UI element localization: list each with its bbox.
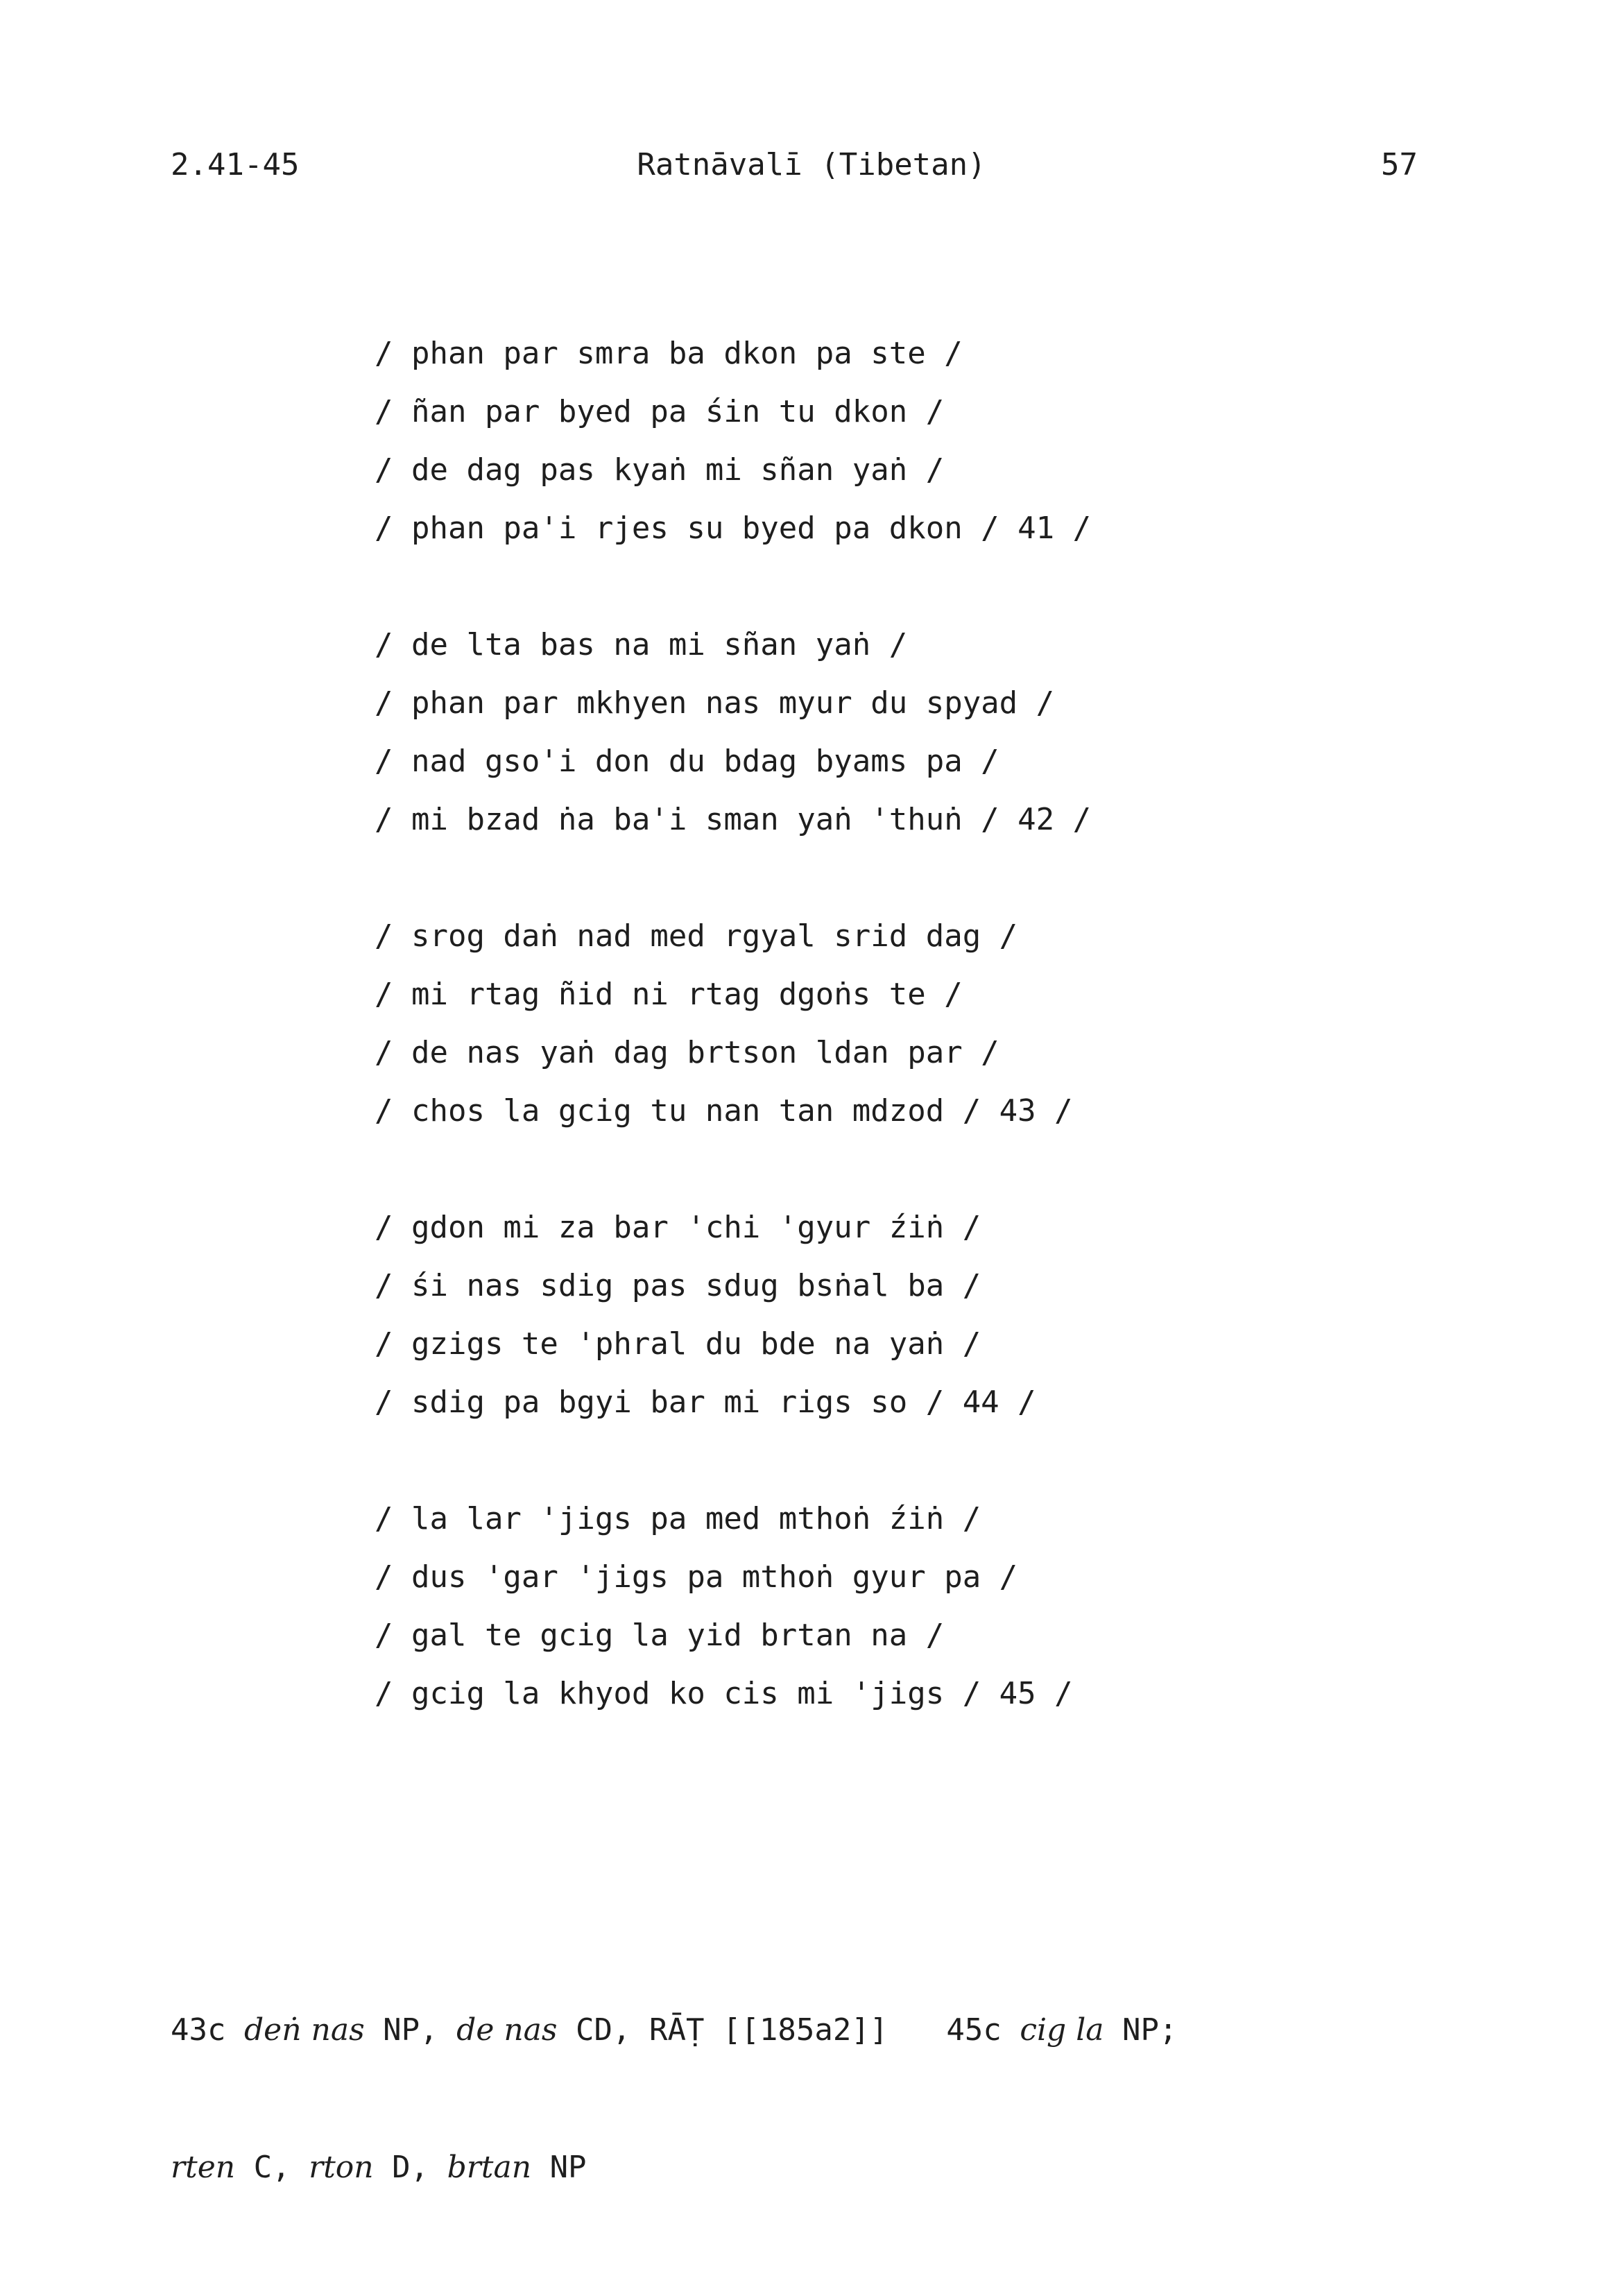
- stanza-45: [375, 1490, 1091, 1723]
- apparatus-line-2: [171, 2145, 1177, 2191]
- verse-line: / phan pa'i rjes su byed pa dkon / 41 /: [375, 511, 1092, 546]
- note-reference: 45c: [946, 2012, 1002, 2048]
- verse-line: / srog daṅ nad med rgyal srid dag /: [375, 918, 1018, 954]
- witness-sigla: D,: [392, 2150, 429, 2185]
- verse-line: / nad gso'i don du bdag byams pa /: [375, 744, 999, 779]
- verse-line: / gal te gcig la yid brtan na /: [375, 1618, 945, 1653]
- verse-line: / śi nas sdig pas sdug bsṅal ba /: [375, 1268, 981, 1303]
- verse-line: / mi bzad ṅa ba'i sman yaṅ 'thuṅ / 42 /: [375, 802, 1092, 837]
- verse-line: / phan par mkhyen nas myur du spyad /: [375, 685, 1055, 721]
- verse-line: / de lta bas na mi sñan yaṅ /: [375, 627, 908, 662]
- variant-reading: de nas: [456, 2012, 558, 2048]
- verse-block: [375, 325, 1091, 1781]
- critical-apparatus: [171, 1916, 1177, 2282]
- page-number: 57: [1381, 147, 1418, 182]
- witness-sigla: NP;: [1122, 2012, 1178, 2048]
- apparatus-line-1: [171, 2007, 1177, 2053]
- note-reference: 43c: [171, 2012, 226, 2048]
- verse-line: / de dag pas kyaṅ mi sñan yaṅ /: [375, 452, 945, 488]
- verse-line: / gdon mi za bar 'chi 'gyur źiṅ /: [375, 1210, 981, 1245]
- witness-sigla: NP: [549, 2150, 587, 2185]
- witness-sigla: NP,: [383, 2012, 438, 2048]
- variant-reading: rten: [171, 2150, 236, 2185]
- verse-line: / sdig pa bgyi bar mi rigs so / 44 /: [375, 1385, 1036, 1420]
- verse-line: / gcig la khyod ko cis mi 'jigs / 45 /: [375, 1676, 1073, 1711]
- witness-sigla: CD, RĀṬ [[185a2]]: [576, 2012, 888, 2048]
- verse-line: / dus 'gar 'jigs pa mthoṅ gyur pa /: [375, 1559, 1018, 1595]
- stanza-42: [375, 616, 1091, 849]
- variant-reading: deṅ nas: [243, 2012, 365, 2048]
- variant-reading: cig la: [1020, 2012, 1104, 2048]
- verse-line: / chos la gcig tu nan tan mdzod / 43 /: [375, 1093, 1073, 1129]
- verse-line: / la lar 'jigs pa med mthoṅ źiṅ /: [375, 1501, 981, 1536]
- stanza-43: [375, 907, 1091, 1140]
- page-title: Ratnāvalī (Tibetan): [637, 147, 986, 182]
- variant-reading: brtan: [447, 2150, 532, 2185]
- verse-line: / gzigs te 'phral du bde na yaṅ /: [375, 1326, 981, 1362]
- running-header: [0, 147, 1623, 189]
- variant-reading: rton: [309, 2150, 374, 2185]
- witness-sigla: C,: [253, 2150, 291, 2185]
- stanza-41: [375, 325, 1091, 558]
- section-reference: 2.41-45: [171, 147, 300, 182]
- verse-line: / mi rtag ñid ni rtag dgoṅs te /: [375, 977, 963, 1012]
- stanza-44: [375, 1199, 1091, 1432]
- verse-line: / phan par smra ba dkon pa ste /: [375, 336, 963, 371]
- verse-line: / ñan par byed pa śin tu dkon /: [375, 394, 945, 429]
- verse-line: / de nas yaṅ dag brtson ldan par /: [375, 1035, 999, 1070]
